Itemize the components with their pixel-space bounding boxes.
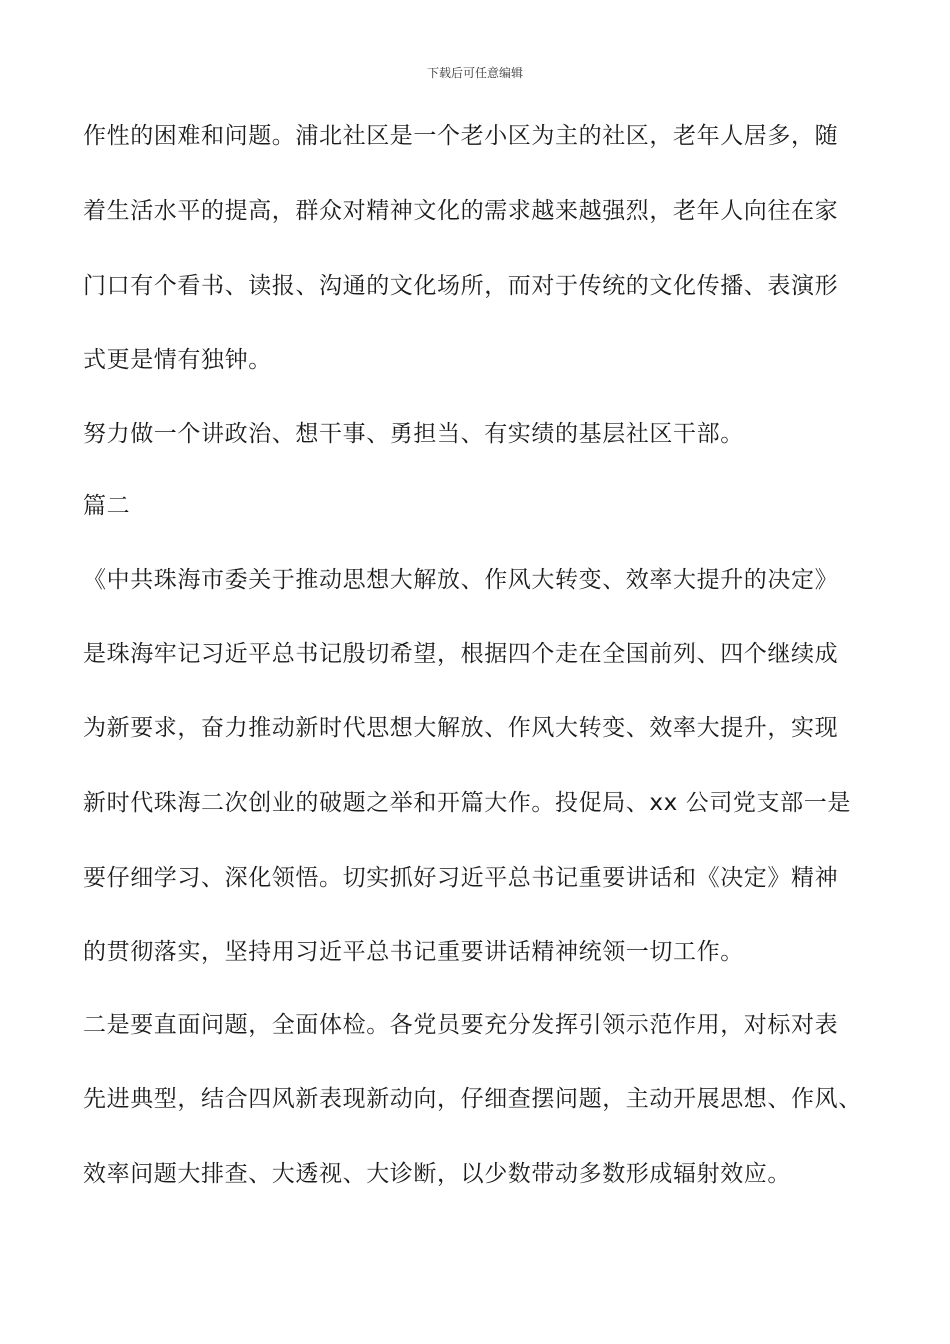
paragraph-line: 二是要直面问题，全面体检。各党员要充分发挥引领示范作用，对标对表 bbox=[83, 1012, 839, 1038]
paragraph-line: 新时代珠海二次创业的破题之举和开篇大作。投促局、xx 公司党支部一是 bbox=[83, 790, 851, 816]
paragraph-line: 门口有个看书、读报、沟通的文化场所，而对于传统的文化传播、表演形 bbox=[83, 273, 839, 299]
paragraph-line: 式更是情有独钟。 bbox=[83, 347, 272, 373]
paragraph-line: 着生活水平的提高，群众对精神文化的需求越来越强烈，老年人向往在家 bbox=[83, 198, 839, 224]
paragraph-line: 作性的困难和问题。浦北社区是一个老小区为主的社区，老年人居多，随 bbox=[83, 123, 839, 149]
paragraph-line: 为新要求，奋力推动新时代思想大解放、作风大转变、效率大提升，实现 bbox=[83, 715, 839, 741]
section-heading: 篇二 bbox=[83, 493, 131, 519]
paragraph-line: 要仔细学习、深化领悟。切实抓好习近平总书记重要讲话和《决定》精神 bbox=[83, 865, 839, 891]
paragraph-line: 的贯彻落实，坚持用习近平总书记重要讲话精神统领一切工作。 bbox=[83, 939, 744, 965]
paragraph-line: 《中共珠海市委关于推动思想大解放、作风大转变、效率大提升的决定》 bbox=[83, 567, 839, 593]
paragraph-line: 是珠海牢记习近平总书记殷切希望，根据四个走在全国前列、四个继续成 bbox=[83, 641, 839, 667]
paragraph-line: 先进典型，结合四风新表现新动向，仔细查摆问题，主动开展思想、作风、 bbox=[83, 1086, 862, 1112]
paragraph-line: 努力做一个讲政治、想干事、勇担当、有实绩的基层社区干部。 bbox=[83, 421, 744, 447]
header-note: 下载后可任意编辑 bbox=[426, 66, 523, 80]
paragraph-line: 效率问题大排查、大透视、大诊断，以少数带动多数形成辐射效应。 bbox=[83, 1161, 791, 1187]
